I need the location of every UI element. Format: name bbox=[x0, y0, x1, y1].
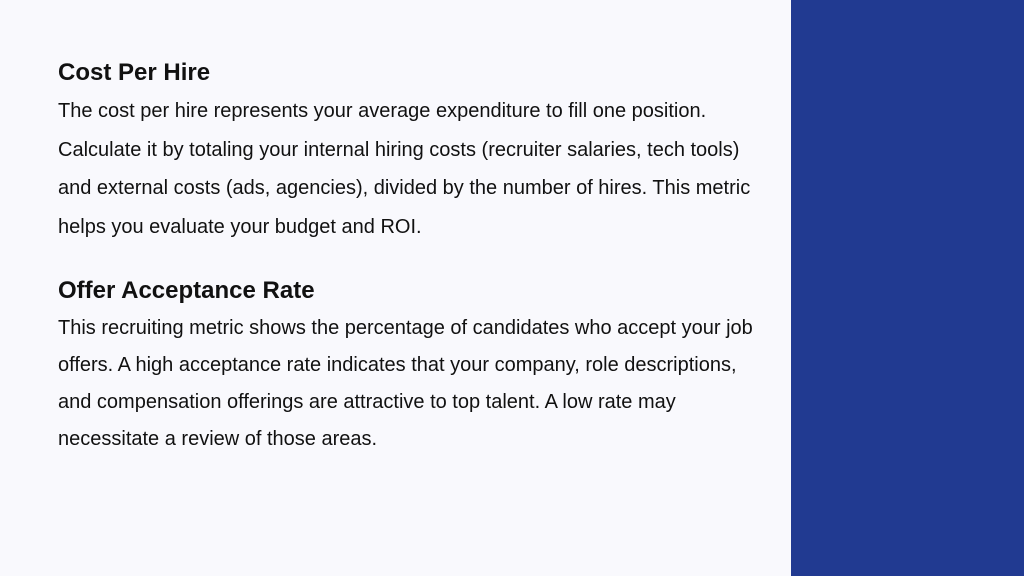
section-title-cost-per-hire: Cost Per Hire bbox=[58, 59, 211, 86]
slide-content bbox=[58, 54, 770, 458]
offer-acceptance-rate-section bbox=[58, 272, 770, 458]
section-body-offer-acceptance-rate: This recruiting metric shows the percentage of candidates who accept your job offers. A high acceptance rate indicates that your company, role descriptions, and compensation offerings are attractive to top talent. A low rate may necessitate a review of those areas. bbox=[58, 317, 753, 450]
decorative-side-panel bbox=[791, 0, 1024, 576]
cost-per-hire-section bbox=[58, 54, 770, 246]
section-body-cost-per-hire: The cost per hire represents your average expenditure to fill one position. Calculate it by totaling your internal hiring costs (recruiter salaries, tech tools) and external costs (ads, agencies), divided by the number of hires. This metric helps you evaluate your budget and ROI. bbox=[58, 100, 751, 238]
section-title-offer-acceptance-rate: Offer Acceptance Rate bbox=[58, 277, 315, 304]
